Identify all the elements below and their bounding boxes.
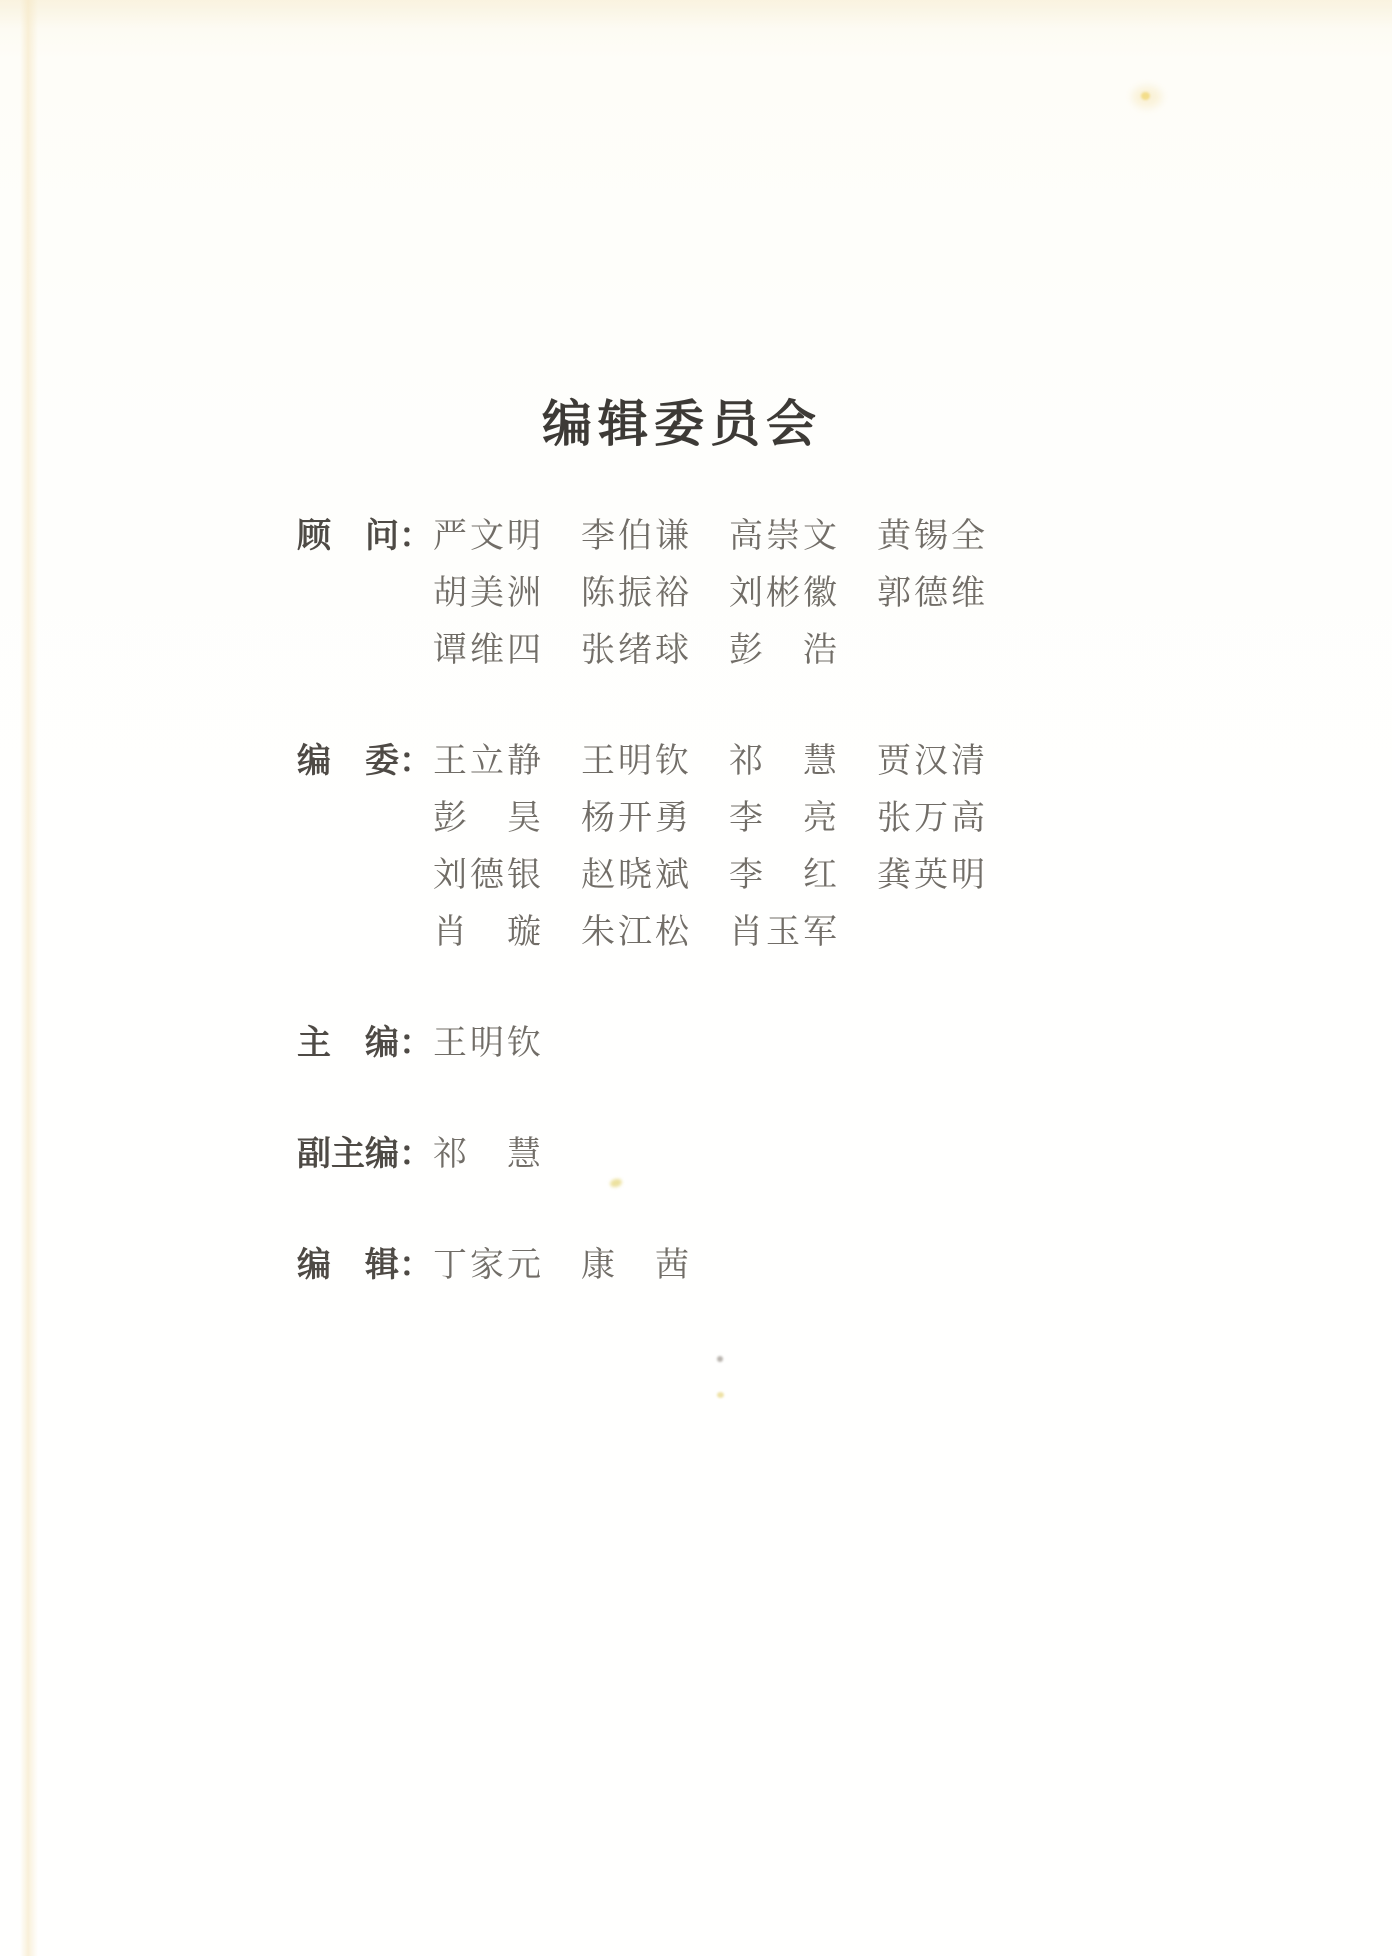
member-name: 李伯谦 [581, 518, 692, 555]
member-name: 张万高 [877, 800, 988, 837]
committee-row [297, 847, 1025, 904]
committee-row [297, 622, 1025, 679]
member-name: 刘彬徽 [729, 575, 840, 612]
member-name: 彭 浩 [729, 632, 840, 669]
member-name: 王立静 [433, 743, 544, 780]
committee-row [297, 790, 1025, 847]
committee-row [297, 1237, 1025, 1294]
role-label [297, 904, 433, 961]
member-name: 陈振裕 [581, 575, 692, 612]
committee-section [297, 733, 1025, 961]
page-title: 编辑委员会 [542, 396, 822, 452]
role-label: 编 委： [297, 742, 433, 780]
member-name: 严文明 [433, 518, 544, 555]
committee-row [297, 508, 1025, 565]
member-name: 彭 昊 [433, 800, 544, 837]
scan-artifact-speck [717, 1392, 724, 1398]
committee-section [297, 1237, 1025, 1294]
role-label [297, 847, 433, 904]
scan-artifact-speck [1141, 92, 1150, 100]
member-name: 祁 慧 [729, 743, 840, 780]
member-name: 黄锡全 [877, 518, 988, 555]
member-name: 李 亮 [729, 800, 840, 837]
member-name: 胡美洲 [433, 575, 544, 612]
scan-artifact-speck [1132, 86, 1162, 108]
committee-row [297, 904, 1025, 961]
role-label: 编 辑： [297, 1246, 433, 1284]
member-name: 郭德维 [877, 575, 988, 612]
member-name: 张绪球 [581, 632, 692, 669]
committee-section [297, 508, 1025, 679]
committee-section [297, 1015, 1025, 1072]
committee-row [297, 733, 1025, 790]
committee-row [297, 565, 1025, 622]
member-name: 高崇文 [729, 518, 840, 555]
role-label [297, 622, 433, 679]
member-name: 李 红 [729, 857, 840, 894]
member-name: 祁 慧 [433, 1136, 544, 1173]
member-name: 刘德银 [433, 857, 544, 894]
committee-section [297, 1126, 1025, 1183]
role-label: 副主编： [297, 1135, 433, 1173]
role-label [297, 565, 433, 622]
member-name: 朱江松 [581, 914, 692, 951]
member-name: 康 茜 [581, 1247, 692, 1284]
role-label: 主 编： [297, 1024, 433, 1062]
member-name: 王明钦 [433, 1025, 544, 1062]
member-name: 谭维四 [433, 632, 544, 669]
member-name: 杨开勇 [581, 800, 692, 837]
member-name: 丁家元 [433, 1247, 544, 1284]
member-name: 贾汉清 [877, 743, 988, 780]
role-label: 顾 问： [297, 517, 433, 555]
committee-sections [297, 508, 1025, 1348]
member-name: 龚英明 [877, 857, 988, 894]
member-name: 王明钦 [581, 743, 692, 780]
member-name: 肖玉军 [729, 914, 840, 951]
member-name: 肖 璇 [433, 914, 544, 951]
member-name: 赵晓斌 [581, 857, 692, 894]
page-left-edge-shading [20, 0, 38, 1956]
committee-row [297, 1015, 1025, 1072]
page-top-edge-shading [0, 0, 1392, 28]
committee-row [297, 1126, 1025, 1183]
scan-artifact-speck [717, 1356, 723, 1362]
role-label [297, 790, 433, 847]
